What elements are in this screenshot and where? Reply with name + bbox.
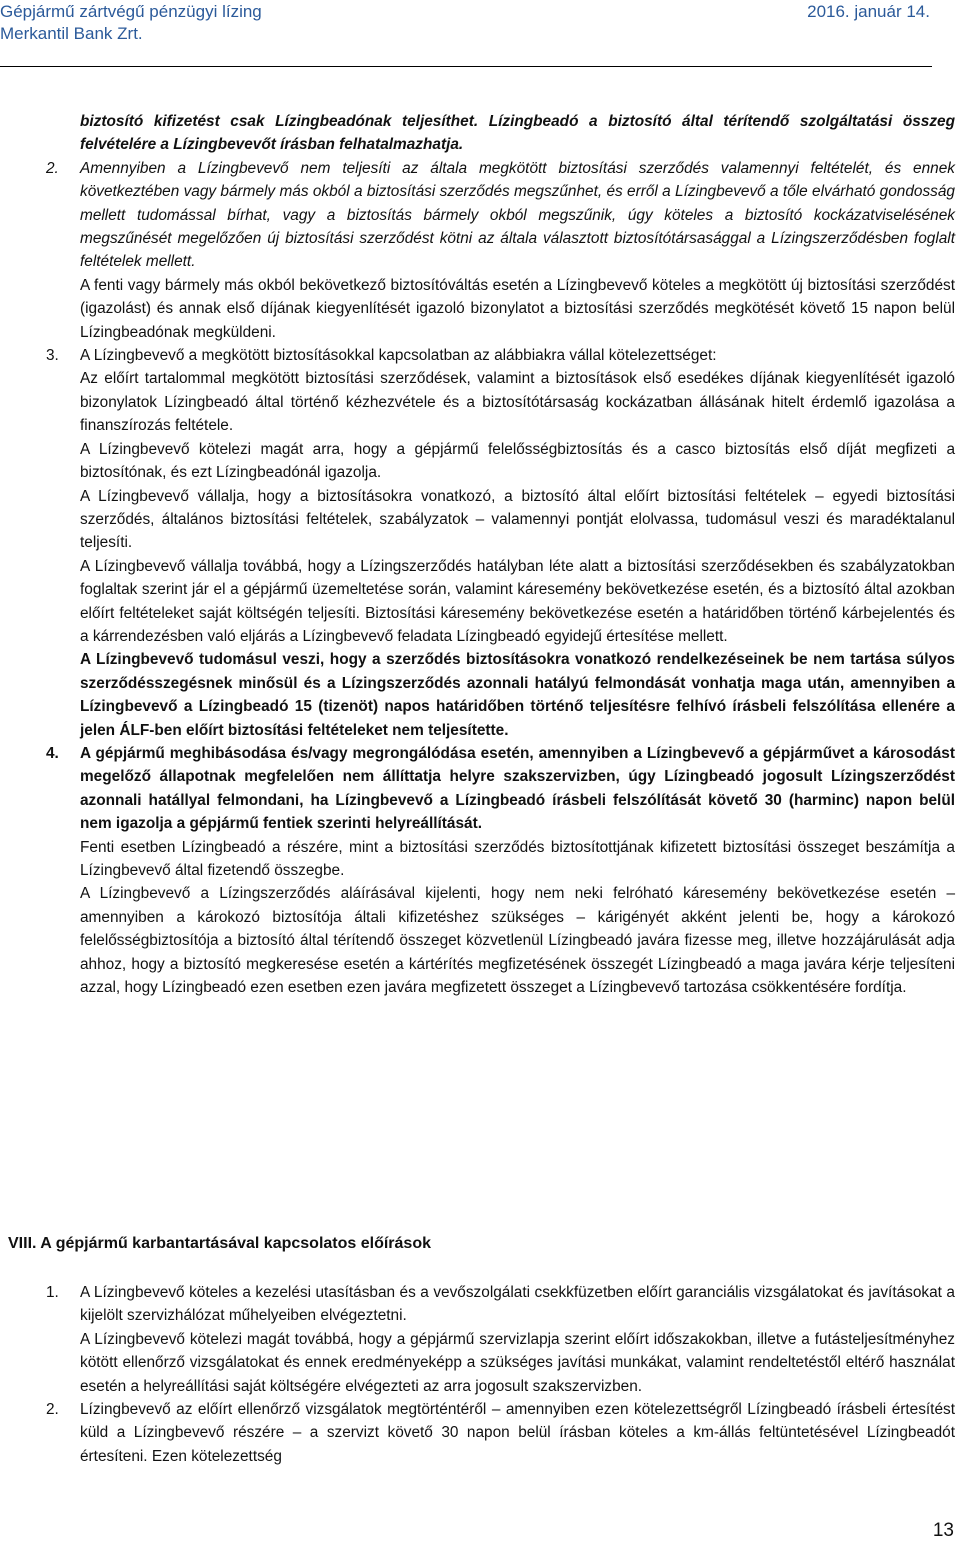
paragraph: A Lízingbevevő vállalja, hogy a biztosításokra vonatkozó, a biztosító által előírt biztosítási feltételek – egyedi biztosítási szerződés, általános biztosítási feltételek, szabályzatok – valamennyi pontját elolvassa, tudomásul veszi és maradéktalanul teljesíti. xyxy=(80,487,955,552)
intro-paragraph: biztosító kifizetést csak Lízingbeadónak teljesíthet. Lízingbeadó a biztosító által térítendő szolgáltatási összeg felvételére a Lízingbevevőt írásban felhatalmazhatja. xyxy=(80,113,955,154)
section-2 xyxy=(46,157,955,344)
paragraph: A Lízingbevevő vállalja továbbá, hogy a Lízingszerződés hatályban léte alatt a biztosítási szerződésekben és szabályzatokban foglaltak szerint jár el a gépjármű üzemeltetése során, valamint káresemény bekövetkezése esetén, és a biztosító által azokban előírt feltételeket saját költségén teljesíti. Biztosítási káresemény bekövetkezése esetén a határidőben történő kárbejelentés és a kárrendezésben való eljárás a Lízingbevevő feladata Lízingbeadó egyidejű értesítése mellett. xyxy=(80,557,955,645)
paragraph: A Lízingbevevő köteles a kezelési utasításban és a vevőszolgálati csekkfüzetben előírt garanciális vizsgálatokat és javításokat a kijelölt szervizhálózat műhelyeiben elvégeztetni. xyxy=(80,1284,955,1325)
paragraph: Az előírt tartalommal megkötött biztosítási szerződések, valamint a biztosítások első esedékes díjának kiegyenlítését igazoló bizonylatok Lízingbeadó által történő kézhezvétele és a biztosítótársaság kockázatban állásának hitelt érdemlő igazolása a finanszírozás feltétele. xyxy=(80,370,955,435)
paragraph: Fenti esetben Lízingbeadó a részére, mint a biztosítási szerződés biztosítottjának kifizetett biztosítási összeget beszámítja a Lízingbevevő által fizetendő összegbe. xyxy=(80,838,955,879)
page-number: 13 xyxy=(932,1520,954,1541)
chapter-heading: VIII. A gépjármű karbantartásával kapcsolatos előírások xyxy=(8,1235,431,1252)
chapter-item-1 xyxy=(46,1281,955,1398)
main-content xyxy=(46,110,955,999)
item-number: 2. xyxy=(46,1401,59,1419)
paragraph: A Lízingbevevő kötelezi magát arra, hogy a gépjármű felelősségbiztosítás és a casco biztosítás első díját megfizeti a biztosítónak, és ezt Lízingbeadónál igazolja. xyxy=(80,440,955,482)
header-row-2 xyxy=(0,24,940,46)
header-divider xyxy=(0,66,932,67)
paragraph-bold: A Lízingbevevő tudomásul veszi, hogy a szerződés biztosításokra vonatkozó rendelkezéseinek be nem tartása súlyos szerződésszegésnek minősül és a Lízingszerződés azonnali hatályú felmondását vonhatja maga után, amennyiben a Lízingbevevő a Lízingbeadó 15 (tizenöt) napos határidőben történő teljesítésre felhívó írásbeli felszólítása ellenére a jelen ÁLF-ben előírt biztosítási feltételeket nem teljesítette. xyxy=(80,651,955,739)
section-number: 2. xyxy=(46,159,59,177)
document-date: 2016. január 14. xyxy=(807,2,930,21)
document-title: Gépjármű zártvégű pénzügyi lízing xyxy=(0,2,262,21)
chapter-item-2 xyxy=(46,1398,955,1468)
paragraph: A fenti vagy bármely más okból bekövetkező biztosítóváltás esetén a Lízingbevevő köteles a megkötött új biztosítási szerződést (igazolást) és annak első díjának kiegyenlítését igazoló bizonylatot a biztosítási szerződés megkötését követő 15 napon belül Lízingbeadónak megküldeni. xyxy=(80,276,955,341)
paragraph: A Lízingbevevő kötelezi magát továbbá, hogy a gépjármű szervizlapja szerint előírt időszakokban, illetve a futásteljesítményhez kötött ellenőrző vizsgálatokat és ennek eredményeképp a szükséges javítási munkákat, valamint rendeltetéstől eltérő használat esetén a helyreállítási saját költségére elvégezteti az arra jogosult szakszervizben. xyxy=(80,1330,955,1395)
item-number: 1. xyxy=(46,1284,59,1301)
page-header xyxy=(0,0,960,60)
section-3 xyxy=(46,344,955,742)
paragraph: Lízingbevevő az előírt ellenőrző vizsgálatok megtörténtéről – amennyiben ezen kötelezettségről Lízingbeadó írásbeli értesítést küld a Lízingbevevő részére – a szervizt követő 30 napon belül írásban köteles a km-állás feltüntetésével Lízingbeadót értesíteni. Ezen kötelezettség xyxy=(80,1401,955,1465)
header-row-1 xyxy=(0,2,940,24)
section-4 xyxy=(46,742,955,999)
bank-name: Merkantil Bank Zrt. xyxy=(0,24,143,43)
paragraph: Amennyiben a Lízingbevevő nem teljesíti az általa megkötött biztosítási szerződés valamennyi feltételét, és ennek következtében vagy bármely más okból a biztosítási szerződés megszűnhet, és erről a Lízingbevevő a tőle elvárható gondosság mellett tudomással bírhat, vagy a biztosítás bármely okból megszűnik, úgy köteles a biztosító kockázatviselésének megszűnését megelőzően új biztosítási szerződést kötni az általa választott biztosítótársasággal a Lízingszerződésben foglalt feltételek mellett. xyxy=(80,159,955,271)
intro-section xyxy=(46,110,955,157)
paragraph: A Lízingbevevő a Lízingszerződés aláírásával kijelenti, hogy nem neki felróható káresemény bekövetkezése esetén – amennyiben a károkozó biztosítója általi kifizetéshez szükséges – kárigényét akként jelenti be, hogy a károkozó felelősségbiztosítója a biztosító által térítendő összeget közvetlenül Lízingbeadó javára fizesse meg, illetve hozzájárulását adja ahhoz, hogy a biztosító megkeresése esetén a kártérítés megfizetésének összegét Lízingbeadó a maga javára kérje teljesíteni azzal, hogy Lízingbeadó ezen esetben ezen javára megfizetett összeget a Lízingbevevő tartozása csökkentésére fordítja. xyxy=(80,885,955,997)
chapter-content xyxy=(46,1281,955,1468)
paragraph: A Lízingbevevő a megkötött biztosításokkal kapcsolatban az alábbiakra vállal kötelezettséget: xyxy=(80,347,717,365)
paragraph-bold: A gépjármű meghibásodása és/vagy megrongálódása esetén, amennyiben a Lízingbevevő a gépjárművet a károsodást megelőző állapotnak megfelelően nem állíttatja helyre szakszervizben, úgy Lízingbeadó jogosult Lízingszerződést azonnali hatállyal felmondani, ha Lízingbevevő a Lízingbeadó írásbeli felszólítását követő 30 (harminc) napon belül nem igazolja a gépjármű fentiek szerinti helyreállítását. xyxy=(80,744,955,833)
section-number: 3. xyxy=(46,347,59,365)
section-number: 4. xyxy=(46,744,59,762)
